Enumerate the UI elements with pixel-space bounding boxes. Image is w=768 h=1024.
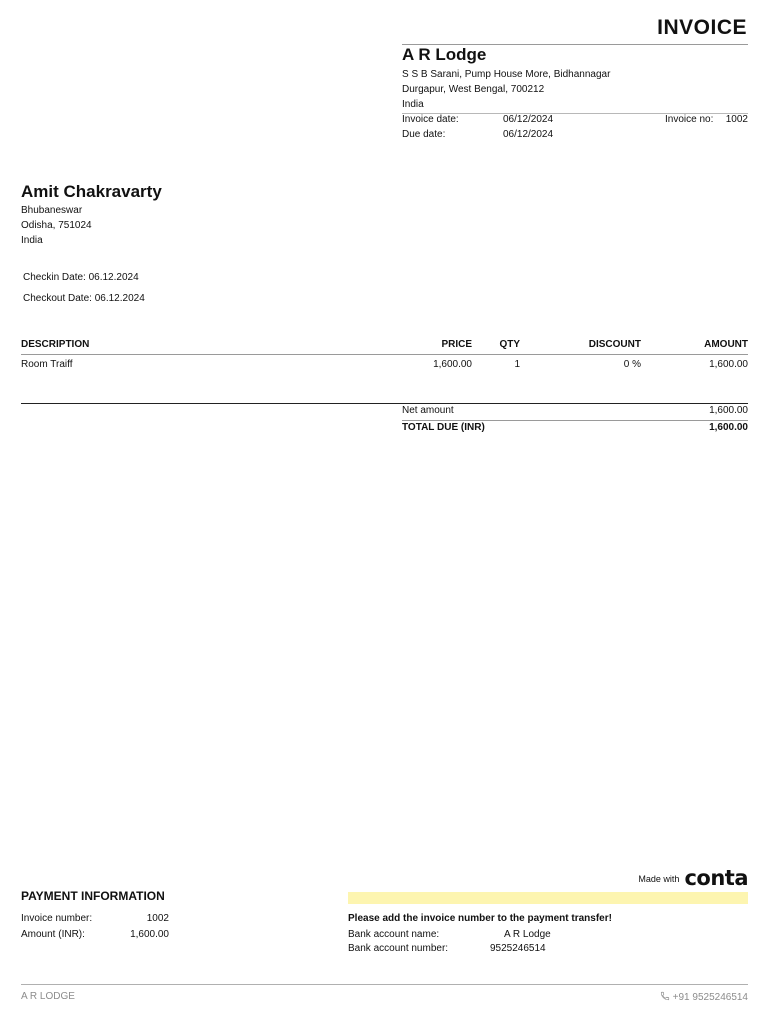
- payment-amount-value: 1,600.00: [130, 929, 169, 940]
- phone-icon: [660, 991, 670, 1004]
- net-amount-value: 1,600.00: [709, 405, 748, 416]
- invoice-no-label: Invoice no:: [665, 114, 714, 125]
- bank-account-number-value: 9525246514: [490, 943, 546, 954]
- payment-note: Please add the invoice number to the payment transfer!: [348, 913, 612, 924]
- invoice-date-label: Invoice date:: [402, 114, 459, 125]
- table-end-divider: [21, 403, 748, 404]
- company-address-line1: S S B Sarani, Pump House More, Bidhannagar: [402, 69, 611, 80]
- row-description: Room Traiff: [21, 359, 73, 370]
- col-header-price: PRICE: [441, 339, 472, 350]
- footer-phone: [660, 991, 748, 1004]
- bank-account-name-value: A R Lodge: [504, 929, 551, 940]
- checkout-date: Checkout Date: 06.12.2024: [23, 293, 145, 304]
- customer-city: Bhubaneswar: [21, 205, 83, 216]
- payment-highlight-bar: [348, 892, 748, 904]
- company-country: India: [402, 99, 424, 110]
- customer-name: Amit Chakravarty: [21, 182, 162, 201]
- total-due-value: 1,600.00: [709, 422, 748, 433]
- company-address-line2: Durgapur, West Bengal, 700212: [402, 84, 545, 95]
- due-date-value: 06/12/2024: [503, 129, 554, 140]
- document-title: INVOICE: [657, 16, 747, 39]
- payment-amount-label: Amount (INR):: [21, 929, 85, 940]
- invoice-date-value: 06/12/2024: [503, 114, 554, 125]
- checkin-date: Checkin Date: 06.12.2024: [23, 272, 139, 283]
- table-header-divider: [21, 354, 748, 355]
- bank-account-number-label: Bank account number:: [348, 943, 449, 954]
- row-amount: 1,600.00: [709, 359, 748, 370]
- footer-divider: [21, 984, 748, 985]
- made-with-branding: [638, 868, 748, 889]
- col-header-discount: DISCOUNT: [588, 339, 641, 350]
- company-name: A R Lodge: [402, 45, 487, 64]
- total-due-label: TOTAL DUE (INR): [402, 422, 485, 433]
- col-header-amount: AMOUNT: [704, 339, 748, 350]
- customer-country: India: [21, 235, 43, 246]
- totals-divider: [402, 420, 748, 421]
- net-amount-label: Net amount: [402, 405, 454, 416]
- invoice-no-value: 1002: [725, 114, 748, 125]
- payment-info-title: PAYMENT INFORMATION: [21, 889, 165, 903]
- row-discount: 0 %: [623, 359, 641, 370]
- col-header-description: DESCRIPTION: [21, 339, 90, 350]
- customer-state-zip: Odisha, 751024: [21, 220, 92, 231]
- row-price: 1,600.00: [433, 359, 472, 370]
- payment-invoice-number-label: Invoice number:: [21, 913, 93, 924]
- row-qty: 1: [514, 359, 520, 370]
- footer-phone-number: +91 9525246514: [672, 992, 748, 1003]
- made-with-label: Made with: [638, 873, 680, 884]
- bank-account-name-label: Bank account name:: [348, 929, 440, 940]
- payment-invoice-number-value: 1002: [146, 913, 169, 924]
- col-header-qty: QTY: [499, 339, 520, 350]
- due-date-label: Due date:: [402, 129, 446, 140]
- conta-logo: conta: [684, 866, 748, 890]
- footer-company: A R LODGE: [21, 991, 75, 1002]
